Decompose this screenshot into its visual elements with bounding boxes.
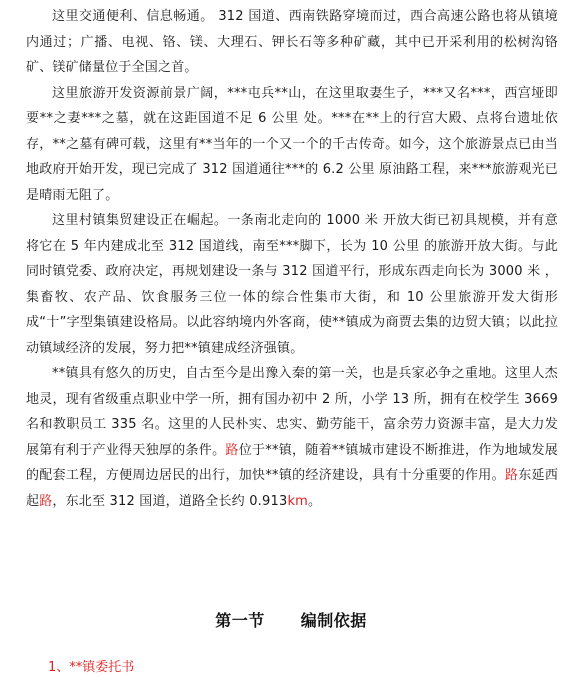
highlighted-text: 路 (225, 442, 239, 458)
section-title: 编制依据 (300, 611, 367, 630)
paragraph-text: 这里旅游开发资源前景广阔，***屯兵**山，在这里取妻生子，***又名***，西宫垭即要**之妻***之墓，就在这距国道不足 6 公里 处。***在**上的行宫大殿、点将台遗址依存，**之墓有碑可载，这里有**当年的一个又一个的千古传奇。如今，这个旅游景点已由当地政府开始开发，现已完成了 312 国道通往***的 6.2 公里 原油路工程，来***旅游观光已是晴雨无阻了。 (26, 85, 558, 203)
section-heading (0, 608, 582, 631)
paragraph-text: 这里交通便利、信息畅通。 312 国道、西南铁路穿境而过，西合高速公路也将从镇境内通过；广播、电视、铬、镁、大理石、钾长石等多种矿藏，其中已开采利用的松树沟铬矿、镁矿储量位于全国之首。 (26, 9, 558, 75)
highlighted-text: 路 (39, 493, 53, 509)
paragraph-text: **镇具有悠久的历史，自古至今是出豫入秦的第一关，也是兵家必争之重地。这里人杰地灵，现有省级重点职业中学一所，拥有国办初中 2 所，小学 13 所，拥有在校学生 3669 名和教职员工 335 名。这里的人民朴实、忠实、勤劳能干，富余劳力资源丰富，是大力发展第有利于产业得天独厚的条件。 (26, 366, 558, 458)
paragraph-text: 这里村镇集贸建设正在崛起。一条南北走向的 1000 米 开放大街已初具规模，并有意将它在 5 年内建成北至 312 国道线，南至***脚下，长为 10 公里 的旅游开放大街。与此同时镇党委、政府决定，再规划建设一条与 312 国道平行，形成东西走向长为 3000 米 ，集畜牧、农产品、饮食服务三位一体的综合性集市大街，和 10 公里旅游开发大街形成“十”字型集镇建设格局。以此容纳境内外客商，使**镇成为商贾去集的边贸大镇；以此拉动镇域经济的发展，努力把**镇建成经济强镇。 (26, 213, 558, 356)
paragraph-text: 位于**镇，随着**镇城市建设不断推进，作为地域发展的配套工程，方便周边居民的出行，加快**镇的经济建设，具有十分重要的作用。 (26, 442, 558, 483)
paragraph-tourism (26, 81, 558, 209)
highlighted-text: km (287, 493, 309, 509)
highlighted-text: 路 (504, 468, 519, 483)
section-number: 第一节 (215, 611, 265, 630)
body-text (26, 4, 558, 514)
paragraph-history (26, 361, 558, 514)
paragraph-transport (26, 4, 558, 81)
subsection-heading: 1、**镇委托书 (48, 660, 135, 675)
paragraph-text: 东延西起 (26, 468, 559, 509)
paragraph-market-town (26, 208, 558, 361)
paragraph-text: 。 (308, 493, 322, 509)
paragraph-text: ，东北至 312 国道，道路全长约 0.913 (52, 493, 288, 509)
